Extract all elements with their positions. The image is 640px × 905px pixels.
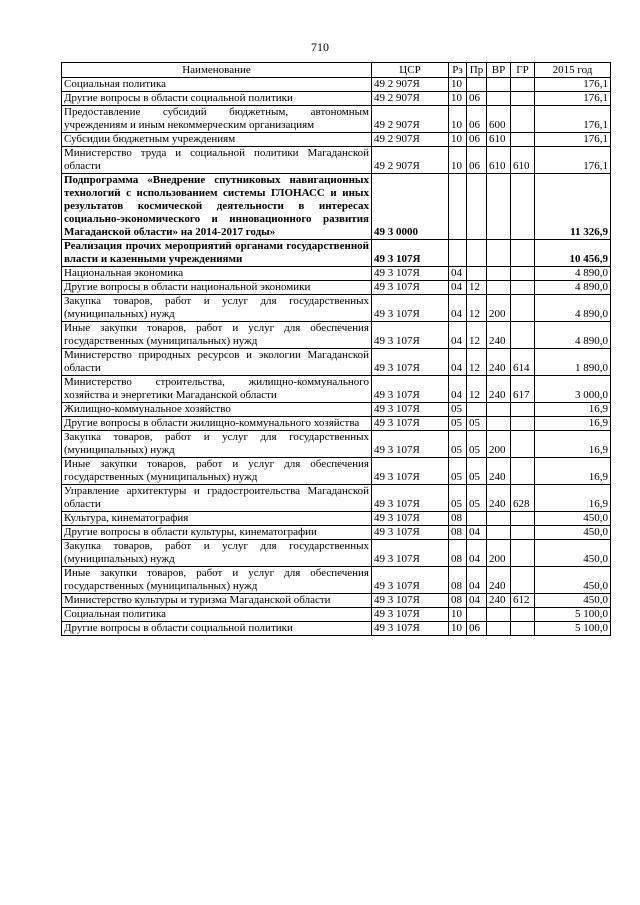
cell-vr xyxy=(487,92,511,106)
cell-pr: 04 xyxy=(467,526,487,540)
cell-amount: 16,9 xyxy=(535,485,611,512)
cell-name: Другие вопросы в области социальной политики xyxy=(62,92,372,106)
cell-vr: 240 xyxy=(487,349,511,376)
cell-pr: 06 xyxy=(467,622,487,636)
cell-pr xyxy=(467,512,487,526)
cell-csr: 49 2 907Я xyxy=(372,133,449,147)
cell-rz: 10 xyxy=(449,133,467,147)
cell-vr xyxy=(487,281,511,295)
cell-name: Культура, кинематография xyxy=(62,512,372,526)
cell-pr xyxy=(467,608,487,622)
cell-csr: 49 3 107Я xyxy=(372,281,449,295)
cell-csr: 49 3 107Я xyxy=(372,403,449,417)
cell-pr xyxy=(467,240,487,267)
table-row xyxy=(62,322,611,349)
cell-rz: 04 xyxy=(449,349,467,376)
table-row xyxy=(62,133,611,147)
cell-name: Другие вопросы в области национальной экономики xyxy=(62,281,372,295)
cell-rz: 10 xyxy=(449,106,467,133)
header-vr: ВР xyxy=(487,63,511,78)
table-row xyxy=(62,147,611,174)
cell-amount: 176,1 xyxy=(535,147,611,174)
cell-name: Национальная экономика xyxy=(62,267,372,281)
cell-name: Другие вопросы в области культуры, кинематографии xyxy=(62,526,372,540)
cell-gr: 610 xyxy=(511,147,535,174)
cell-rz: 08 xyxy=(449,512,467,526)
cell-rz: 10 xyxy=(449,608,467,622)
cell-csr: 49 3 107Я xyxy=(372,431,449,458)
cell-gr: 628 xyxy=(511,485,535,512)
cell-pr: 06 xyxy=(467,92,487,106)
cell-rz: 05 xyxy=(449,403,467,417)
cell-name: Управление архитектуры и градостроительства Магаданской области xyxy=(62,485,372,512)
table-row xyxy=(62,540,611,567)
cell-csr: 49 3 107Я xyxy=(372,240,449,267)
cell-amount: 176,1 xyxy=(535,78,611,92)
cell-csr: 49 3 107Я xyxy=(372,526,449,540)
cell-gr xyxy=(511,458,535,485)
cell-name: Иные закупки товаров, работ и услуг для обеспечения государственных (муниципальных) нужд xyxy=(62,458,372,485)
cell-gr xyxy=(511,133,535,147)
cell-amount: 176,1 xyxy=(535,106,611,133)
cell-csr: 49 3 107Я xyxy=(372,322,449,349)
cell-rz: 08 xyxy=(449,594,467,608)
cell-amount: 450,0 xyxy=(535,540,611,567)
cell-gr xyxy=(511,78,535,92)
cell-gr xyxy=(511,417,535,431)
cell-vr: 200 xyxy=(487,431,511,458)
cell-gr xyxy=(511,267,535,281)
cell-pr: 05 xyxy=(467,417,487,431)
cell-pr: 06 xyxy=(467,133,487,147)
cell-gr xyxy=(511,431,535,458)
cell-vr: 240 xyxy=(487,376,511,403)
cell-pr: 04 xyxy=(467,540,487,567)
cell-amount: 16,9 xyxy=(535,417,611,431)
cell-csr: 49 3 107Я xyxy=(372,594,449,608)
cell-vr: 200 xyxy=(487,540,511,567)
cell-gr xyxy=(511,295,535,322)
cell-gr xyxy=(511,403,535,417)
table-row xyxy=(62,106,611,133)
table-row xyxy=(62,622,611,636)
cell-amount: 10 456,9 xyxy=(535,240,611,267)
cell-vr: 240 xyxy=(487,322,511,349)
cell-vr: 610 xyxy=(487,147,511,174)
cell-pr: 06 xyxy=(467,147,487,174)
cell-rz: 08 xyxy=(449,526,467,540)
cell-amount: 176,1 xyxy=(535,92,611,106)
cell-vr: 240 xyxy=(487,485,511,512)
cell-name: Социальная политика xyxy=(62,608,372,622)
table-row xyxy=(62,417,611,431)
table-row xyxy=(62,431,611,458)
cell-gr xyxy=(511,608,535,622)
cell-rz: 10 xyxy=(449,78,467,92)
cell-amount: 4 890,0 xyxy=(535,295,611,322)
cell-vr: 240 xyxy=(487,594,511,608)
header-rz: Рз xyxy=(449,63,467,78)
cell-csr: 49 2 907Я xyxy=(372,147,449,174)
cell-rz: 04 xyxy=(449,267,467,281)
cell-csr: 49 3 107Я xyxy=(372,622,449,636)
cell-name: Жилищно-коммунальное хозяйство xyxy=(62,403,372,417)
cell-csr: 49 2 907Я xyxy=(372,92,449,106)
cell-rz: 08 xyxy=(449,540,467,567)
cell-vr xyxy=(487,526,511,540)
cell-vr xyxy=(487,622,511,636)
budget-table xyxy=(61,62,611,636)
cell-gr xyxy=(511,322,535,349)
cell-rz xyxy=(449,240,467,267)
cell-name: Реализация прочих мероприятий органами государственной власти и казенными учреждениями xyxy=(62,240,372,267)
cell-name: Иные закупки товаров, работ и услуг для обеспечения государственных (муниципальных) нужд xyxy=(62,567,372,594)
cell-pr xyxy=(467,174,487,240)
cell-name: Министерство природных ресурсов и экологии Магаданской области xyxy=(62,349,372,376)
cell-vr xyxy=(487,512,511,526)
cell-amount: 5 100,0 xyxy=(535,622,611,636)
table-row xyxy=(62,485,611,512)
table-row xyxy=(62,92,611,106)
cell-amount: 450,0 xyxy=(535,567,611,594)
cell-gr xyxy=(511,512,535,526)
table-row xyxy=(62,403,611,417)
table-row xyxy=(62,526,611,540)
cell-name: Предоставление субсидий бюджетным, автономным учреждениям и иным некоммерческим организациям xyxy=(62,106,372,133)
cell-amount: 11 326,9 xyxy=(535,174,611,240)
cell-csr: 49 3 107Я xyxy=(372,512,449,526)
cell-vr: 240 xyxy=(487,567,511,594)
cell-pr: 12 xyxy=(467,281,487,295)
cell-vr xyxy=(487,174,511,240)
cell-csr: 49 3 107Я xyxy=(372,567,449,594)
cell-pr xyxy=(467,403,487,417)
cell-csr: 49 2 907Я xyxy=(372,78,449,92)
cell-name: Министерство труда и социальной политики Магаданской области xyxy=(62,147,372,174)
cell-amount: 450,0 xyxy=(535,594,611,608)
cell-gr xyxy=(511,526,535,540)
cell-rz: 04 xyxy=(449,376,467,403)
cell-vr xyxy=(487,78,511,92)
cell-name: Министерство строительства, жилищно-коммунального хозяйства и энергетики Магаданской области xyxy=(62,376,372,403)
cell-csr: 49 2 907Я xyxy=(372,106,449,133)
cell-name: Закупка товаров, работ и услуг для государственных (муниципальных) нужд xyxy=(62,540,372,567)
header-name: Наименование xyxy=(62,63,372,78)
cell-amount: 3 000,0 xyxy=(535,376,611,403)
cell-vr xyxy=(487,608,511,622)
cell-rz: 04 xyxy=(449,295,467,322)
cell-csr: 49 3 107Я xyxy=(372,295,449,322)
cell-vr: 240 xyxy=(487,458,511,485)
cell-amount: 176,1 xyxy=(535,133,611,147)
cell-pr: 06 xyxy=(467,106,487,133)
cell-amount: 450,0 xyxy=(535,512,611,526)
cell-amount: 4 890,0 xyxy=(535,322,611,349)
cell-amount: 16,9 xyxy=(535,431,611,458)
cell-name: Подпрограмма «Внедрение спутниковых навигационных технологий с использованием системы ГЛОНАСС и иных результатов космической деятельности в интересах социально-экономического и инновационного развития Магаданской области» на 2014-2017 годы» xyxy=(62,174,372,240)
cell-csr: 49 3 0000 xyxy=(372,174,449,240)
cell-gr: 617 xyxy=(511,376,535,403)
header-amount: 2015 год xyxy=(535,63,611,78)
cell-name: Иные закупки товаров, работ и услуг для обеспечения государственных (муниципальных) нужд xyxy=(62,322,372,349)
cell-name: Другие вопросы в области социальной политики xyxy=(62,622,372,636)
cell-gr xyxy=(511,281,535,295)
cell-pr: 12 xyxy=(467,376,487,403)
cell-pr: 05 xyxy=(467,458,487,485)
header-gr: ГР xyxy=(511,63,535,78)
cell-vr xyxy=(487,403,511,417)
table-row xyxy=(62,594,611,608)
header-csr: ЦСР xyxy=(372,63,449,78)
cell-rz: 05 xyxy=(449,417,467,431)
cell-pr: 04 xyxy=(467,594,487,608)
cell-amount: 4 890,0 xyxy=(535,267,611,281)
cell-pr xyxy=(467,78,487,92)
table-row xyxy=(62,512,611,526)
cell-gr xyxy=(511,540,535,567)
cell-csr: 49 3 107Я xyxy=(372,417,449,431)
cell-gr xyxy=(511,174,535,240)
cell-vr: 610 xyxy=(487,133,511,147)
cell-pr xyxy=(467,267,487,281)
cell-name: Закупка товаров, работ и услуг для государственных (муниципальных) нужд xyxy=(62,295,372,322)
cell-rz: 08 xyxy=(449,567,467,594)
cell-name: Министерство культуры и туризма Магаданской области xyxy=(62,594,372,608)
table-row xyxy=(62,78,611,92)
cell-pr: 05 xyxy=(467,431,487,458)
cell-amount: 450,0 xyxy=(535,526,611,540)
cell-gr xyxy=(511,240,535,267)
cell-rz: 05 xyxy=(449,431,467,458)
cell-rz: 05 xyxy=(449,485,467,512)
cell-rz: 10 xyxy=(449,92,467,106)
cell-csr: 49 3 107Я xyxy=(372,540,449,567)
cell-csr: 49 3 107Я xyxy=(372,458,449,485)
page-number: 710 xyxy=(311,40,329,54)
cell-gr xyxy=(511,567,535,594)
table-row xyxy=(62,349,611,376)
table-row xyxy=(62,376,611,403)
cell-amount: 5 100,0 xyxy=(535,608,611,622)
cell-csr: 49 3 107Я xyxy=(372,376,449,403)
cell-vr xyxy=(487,417,511,431)
cell-gr xyxy=(511,106,535,133)
cell-pr: 12 xyxy=(467,322,487,349)
cell-name: Субсидии бюджетным учреждениям xyxy=(62,133,372,147)
cell-gr xyxy=(511,622,535,636)
cell-name: Другие вопросы в области жилищно-коммунального хозяйства xyxy=(62,417,372,431)
cell-vr: 600 xyxy=(487,106,511,133)
table-row xyxy=(62,174,611,240)
table-row xyxy=(62,267,611,281)
cell-pr: 12 xyxy=(467,295,487,322)
cell-csr: 49 3 107Я xyxy=(372,485,449,512)
table-row xyxy=(62,281,611,295)
table-row xyxy=(62,458,611,485)
cell-name: Социальная политика xyxy=(62,78,372,92)
cell-gr: 614 xyxy=(511,349,535,376)
cell-gr: 612 xyxy=(511,594,535,608)
cell-rz: 04 xyxy=(449,322,467,349)
header-pr: Пр xyxy=(467,63,487,78)
cell-rz: 10 xyxy=(449,622,467,636)
cell-pr: 05 xyxy=(467,485,487,512)
cell-pr: 12 xyxy=(467,349,487,376)
cell-vr xyxy=(487,240,511,267)
cell-rz: 10 xyxy=(449,147,467,174)
table-row xyxy=(62,240,611,267)
cell-pr: 04 xyxy=(467,567,487,594)
cell-amount: 4 890,0 xyxy=(535,281,611,295)
cell-vr: 200 xyxy=(487,295,511,322)
cell-gr xyxy=(511,92,535,106)
cell-name: Закупка товаров, работ и услуг для государственных (муниципальных) нужд xyxy=(62,431,372,458)
cell-vr xyxy=(487,267,511,281)
cell-rz: 04 xyxy=(449,281,467,295)
table-row xyxy=(62,567,611,594)
cell-csr: 49 3 107Я xyxy=(372,349,449,376)
cell-amount: 1 890,0 xyxy=(535,349,611,376)
cell-csr: 49 3 107Я xyxy=(372,608,449,622)
cell-amount: 16,9 xyxy=(535,458,611,485)
cell-rz: 05 xyxy=(449,458,467,485)
table-row xyxy=(62,608,611,622)
cell-csr: 49 3 107Я xyxy=(372,267,449,281)
cell-amount: 16,9 xyxy=(535,403,611,417)
table-row xyxy=(62,295,611,322)
table-header-row xyxy=(62,63,611,78)
cell-rz xyxy=(449,174,467,240)
